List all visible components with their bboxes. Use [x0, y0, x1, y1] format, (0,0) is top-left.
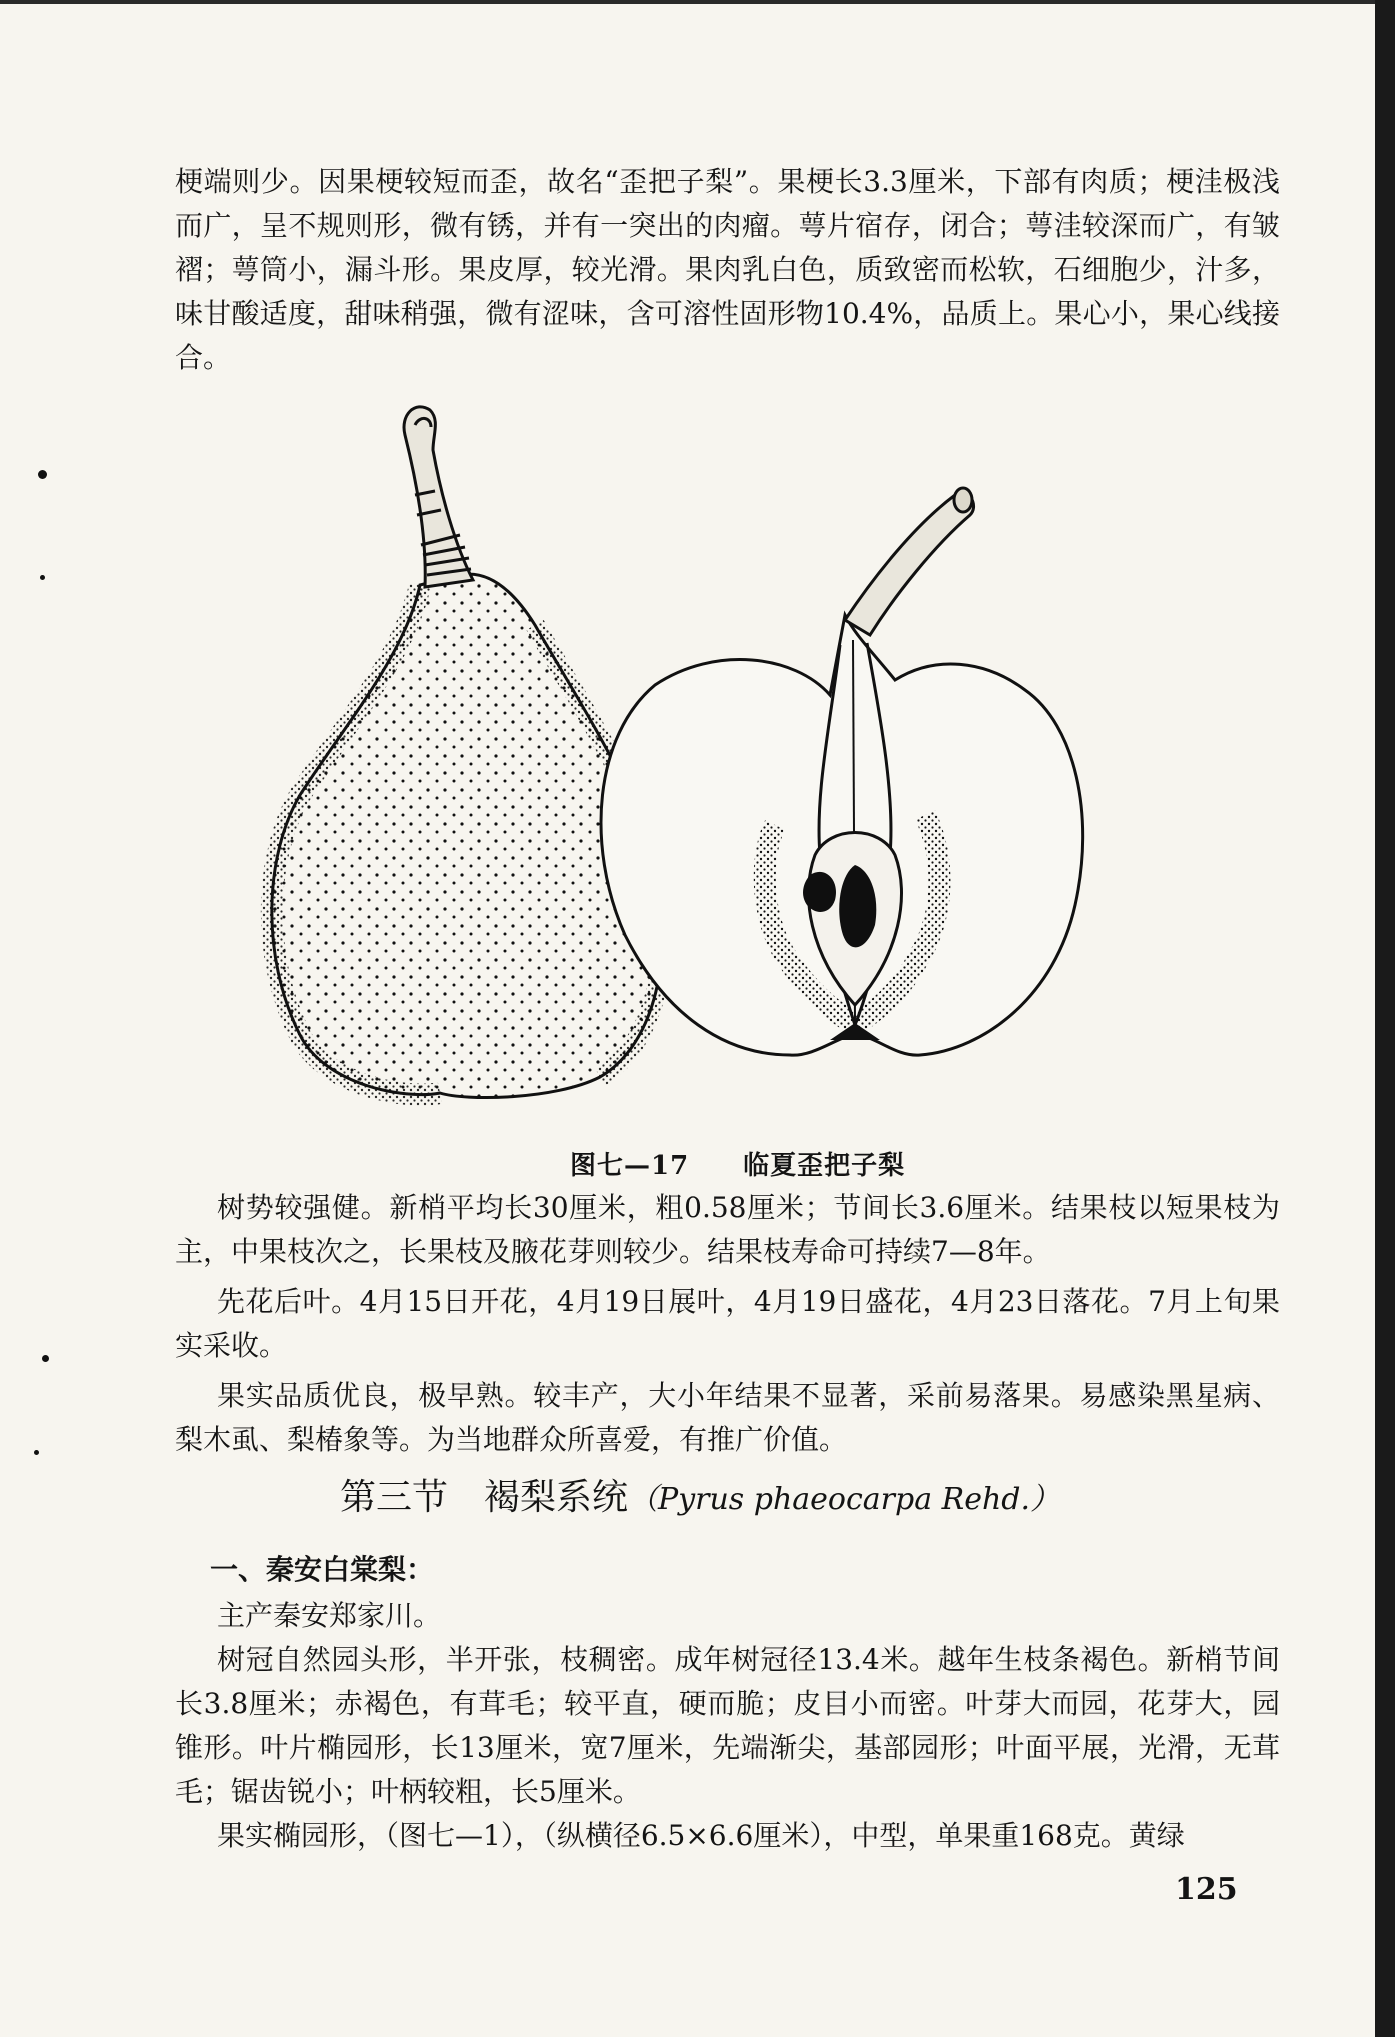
- paragraph-fruit-description: 梗端则少。因果梗较短而歪，故名“歪把子梨”。果梗长3.3厘米，下部有肉质；梗洼极浅而广，呈不规则形，微有锈，并有一突出的肉瘤。萼片宿存，闭合；萼洼较深而广，有皱褶；萼筒小，漏斗形。果皮厚，较光滑。果肉乳白色，质致密而松软，石细胞少，汁多，味甘酸适度，甜味稍强，微有涩味，含可溶性固形物10.4%，品质上。果心小，果心线接合。: [175, 165, 1280, 374]
- cross-section-pear-drawing: [601, 488, 1083, 1055]
- figure-caption: 图七—17 临夏歪把子梨: [570, 1151, 906, 1181]
- scan-edge-top: [0, 0, 1395, 4]
- scan-speck: [34, 1450, 39, 1455]
- paragraph-tree-crown: 树冠自然园头形，半开张，枝稠密。成年树冠径13.4米。越年生枝条褐色。新梢节间长3.8厘米；赤褐色，有茸毛；较平直，硬而脆；皮目小而密。叶芽大而园，花芽大，园锥形。叶片椭园形，长13厘米，宽7厘米，先端渐尖，基部园形；叶面平展，光滑，无茸毛；锯齿锐小；叶柄较粗，长5厘米。: [175, 1643, 1280, 1808]
- pear-illustration: [255, 395, 1215, 1125]
- paragraph-phenology: 先花后叶。4月15日开花，4月19日展叶，4月19日盛花，4月23日落花。7月上旬果实采收。: [175, 1285, 1280, 1362]
- scan-edge-right: [1375, 0, 1395, 2037]
- section-title: [340, 1475, 1240, 1523]
- paragraph-tree-vigor: 树势较强健。新梢平均长30厘米，粗0.58厘米；节间长3.6厘米。结果枝以短果枝为主，中果枝次之，长果枝及腋花芽则较少。结果枝寿命可持续7—8年。: [175, 1191, 1280, 1268]
- subheading-variety: 一、秦安白棠梨：: [210, 1553, 435, 1586]
- scan-speck: [42, 1355, 49, 1362]
- page-number: 125: [1175, 1872, 1238, 1907]
- pear-figure-svg: [255, 395, 1215, 1125]
- paragraph-fruit-shape: 果实椭园形，（图七—1），（纵横径6.5×6.6厘米），中型，单果重168克。黄绿: [217, 1819, 1185, 1852]
- paragraph-fruit-quality: 果实品质优良，极早熟。较丰产，大小年结果不显著，采前易落果。易感染黑星病、梨木虱、梨椿象等。为当地群众所喜爱，有推广价值。: [175, 1379, 1280, 1456]
- paragraph-origin: 主产秦安郑家川。: [217, 1599, 442, 1632]
- section-title-latin: （Pyrus phaeocarpa Rehd.）: [628, 1482, 1061, 1517]
- scan-speck: [40, 575, 45, 580]
- scan-speck: [38, 470, 47, 479]
- section-title-chinese: 第三节 褐梨系统: [340, 1477, 629, 1518]
- whole-pear-drawing: [272, 407, 663, 1098]
